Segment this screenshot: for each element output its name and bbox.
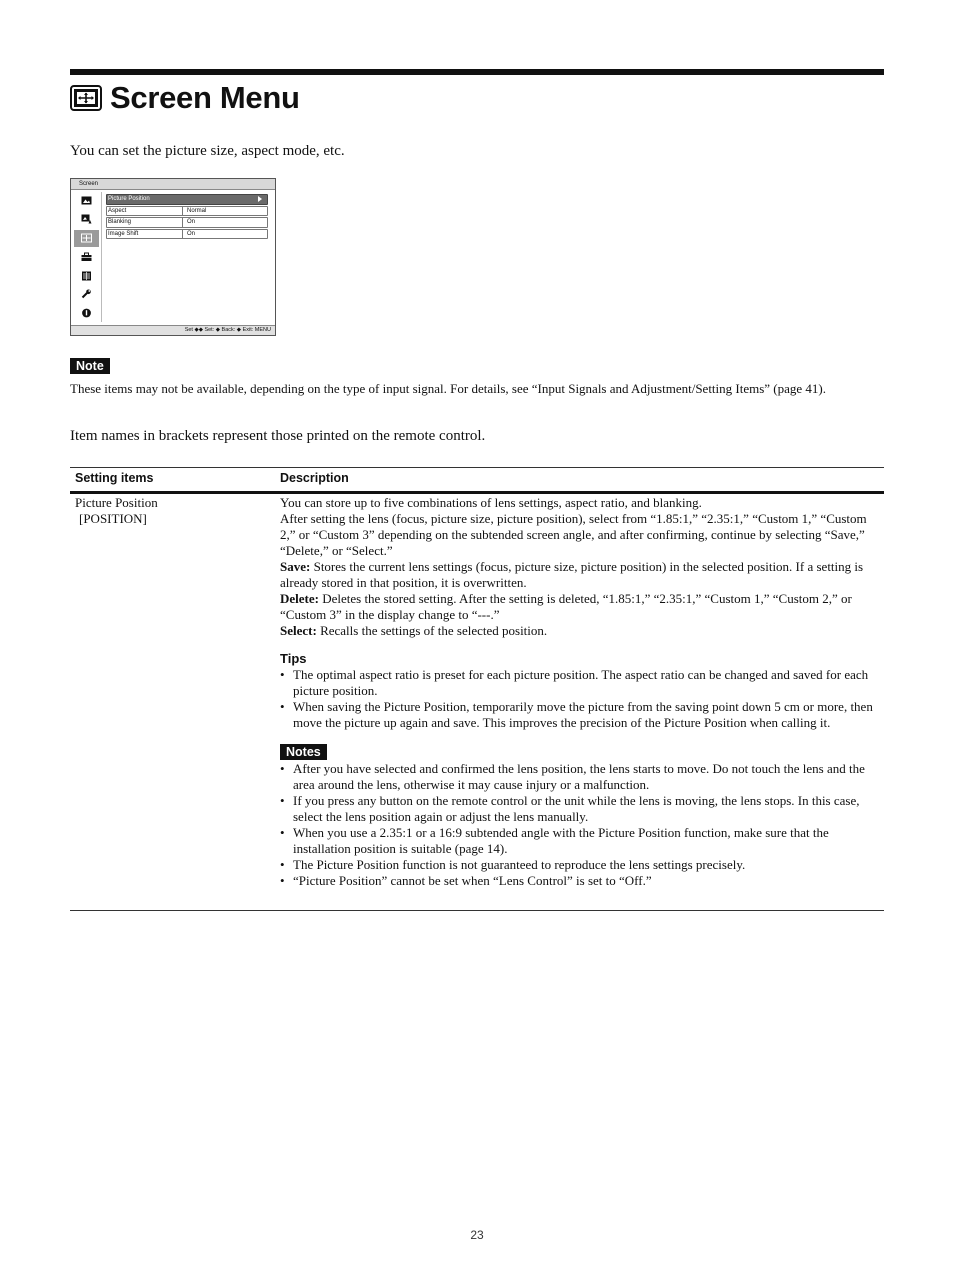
osd-row-value: On <box>187 219 196 226</box>
setting-item <box>75 495 158 527</box>
advanced-picture-icon <box>74 211 99 228</box>
table-header-description: Description <box>280 471 349 485</box>
setup-icon <box>74 248 99 265</box>
function-icon <box>74 267 99 284</box>
list-item: • If you press any button on the remote control or the unit while the lens is moving, the lens stops. In this case, select the lens position again or adjust the lens manually. <box>280 793 880 825</box>
table-header-rule <box>70 491 884 494</box>
note-label: Note <box>70 358 110 374</box>
page-title: Screen Menu <box>110 80 300 115</box>
list-item: • When saving the Picture Position, temporarily move the picture from the saving point down 5 cm or more, then move the picture up again and save. This improves the precision of the Picture Position when calling it. <box>280 699 880 731</box>
setting-item-name: Picture Position <box>75 495 158 510</box>
osd-row-label: Picture Position <box>108 196 150 202</box>
desc-select-key: Select: <box>280 623 317 638</box>
desc-select <box>280 623 880 639</box>
table-header-setting-items: Setting items <box>75 471 154 485</box>
note-text: These items may not be available, depending on the type of input signal. For details, see “Input Signals and Adjustment/Setting Items” (page 41). <box>70 381 827 396</box>
osd-row-label: Image Shift <box>107 230 183 239</box>
notes-label: Notes <box>280 744 327 760</box>
description-cell <box>280 495 880 889</box>
desc-save-key: Save: <box>280 559 311 574</box>
remark-text: Item names in brackets represent those printed on the remote control. <box>70 428 486 444</box>
tips-heading: Tips <box>280 651 307 666</box>
notes-list <box>280 761 880 889</box>
arrow-right-icon <box>258 196 262 202</box>
page-heading <box>70 80 300 116</box>
information-icon <box>74 305 99 322</box>
list-item: • When you use a 2.35:1 or a 16:9 subtended angle with the Picture Position function, make sure that the installation position is suitable (page 14). <box>280 825 880 857</box>
notes-label-wrap <box>280 744 880 760</box>
installation-icon <box>74 286 99 303</box>
osd-row-value: On <box>187 230 196 237</box>
desc-select-text: Recalls the settings of the selected position. <box>316 623 548 638</box>
osd-menu-list <box>106 194 268 240</box>
desc-delete-key: Delete: <box>280 591 319 606</box>
osd-row-value: Normal <box>187 207 207 214</box>
osd-screenshot <box>70 178 276 336</box>
osd-row-label: Aspect <box>107 207 183 216</box>
picture-icon <box>74 192 99 209</box>
setting-item-remote-name: [POSITION] <box>79 511 147 526</box>
screen-menu-icon <box>70 85 102 111</box>
desc-paragraph: After setting the lens (focus, picture size, picture position), select from “1.85:1,” “2.35:1,” “Custom 1,” “Custom 2,” or “Custom 3” depending on the subtended screen angle, and after confirming, continue by selecting “Save,” “Delete,” or “Select.” <box>280 511 867 558</box>
intro-text: You can set the picture size, aspect mode, etc. <box>70 143 345 159</box>
desc-save-text: Stores the current lens settings (focus, picture size, picture position) in the selected position. If a setting is already stored in that position, it is overwritten. <box>280 559 864 590</box>
desc-paragraph: You can store up to five combinations of lens settings, aspect ratio, and blanking. <box>280 495 702 510</box>
desc-delete-text: Deletes the stored setting. After the setting is deleted, “1.85:1,” “2.35:1,” “Custom 1,” “Custom 2,” or “Custom 3” in the display change to “---.” <box>280 591 852 622</box>
top-rule <box>70 69 884 75</box>
osd-row-picture-position[interactable] <box>106 194 268 205</box>
osd-row-blanking[interactable] <box>106 217 268 228</box>
list-item: • “Picture Position” cannot be set when “Lens Control” is set to “Off.” <box>280 873 880 889</box>
table-bottom-rule <box>70 910 884 911</box>
screen-icon <box>74 230 99 247</box>
list-item: • The Picture Position function is not guaranteed to reproduce the lens settings precisely. <box>280 857 880 873</box>
list-item: • The optimal aspect ratio is preset for each picture position. The aspect ratio can be changed and saved for each picture position. <box>280 667 880 699</box>
list-item: • After you have selected and confirmed the lens position, the lens starts to move. Do not touch the lens and the area around the lens, otherwise it may cause injury or a malfunction. <box>280 761 880 793</box>
desc-delete <box>280 591 880 623</box>
tips-list <box>280 667 880 731</box>
osd-sidebar <box>74 192 102 322</box>
page-number: 23 <box>470 1228 484 1242</box>
osd-header: Screen <box>71 179 275 190</box>
osd-row-aspect[interactable] <box>106 206 268 217</box>
osd-footer: Set ◆◆ Set: ◆ Back: ◆ Exit: MENU <box>71 325 275 335</box>
osd-row-image-shift[interactable] <box>106 229 268 240</box>
table-top-rule <box>70 467 884 468</box>
osd-row-label: Blanking <box>107 218 183 227</box>
desc-save <box>280 559 880 591</box>
